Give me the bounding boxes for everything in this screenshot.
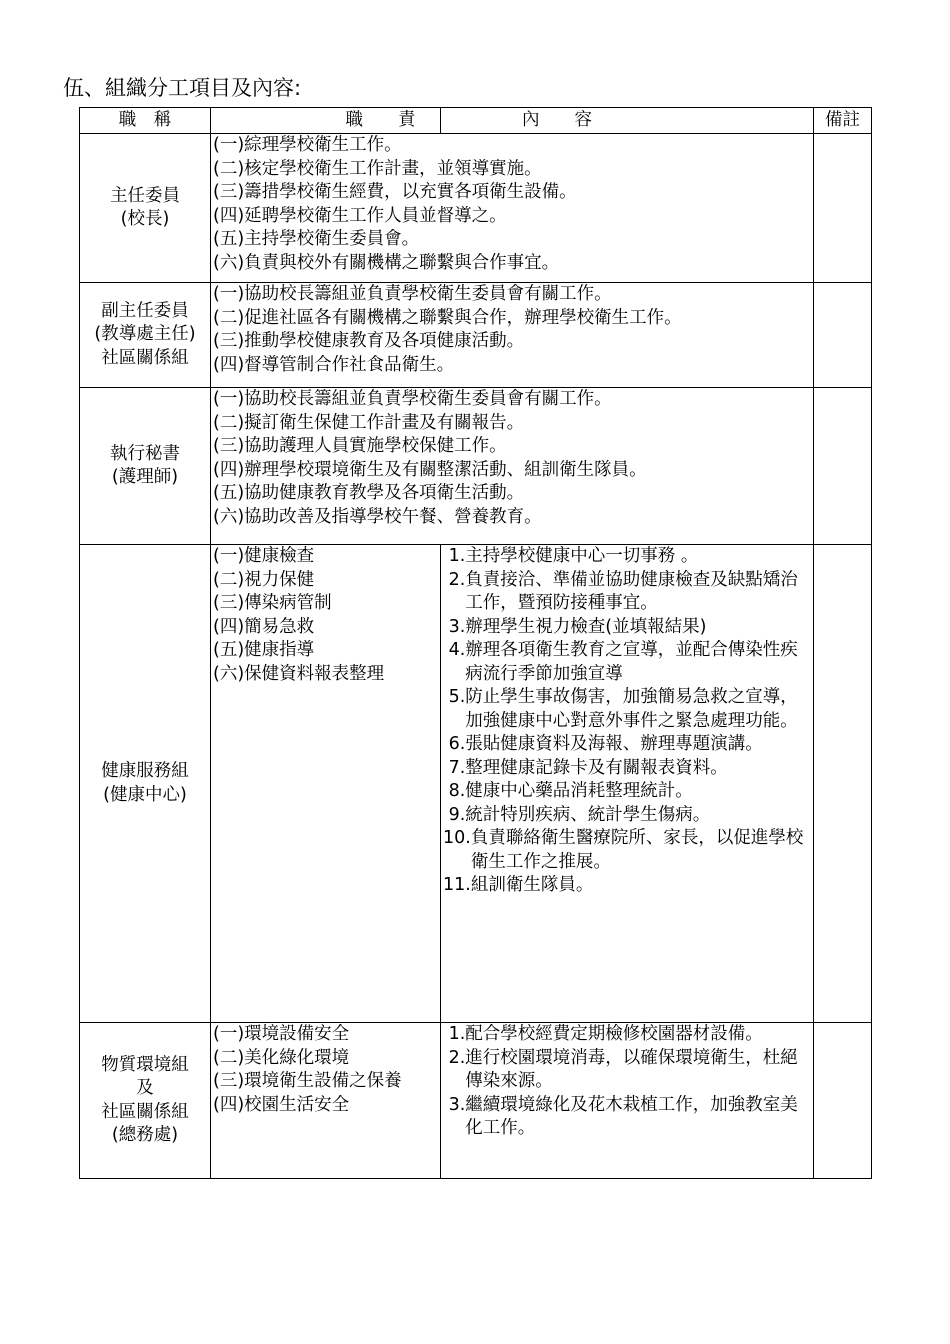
table-row — [80, 1023, 872, 1179]
duty-item: (三)籌措學校衛生經費，以充實各項衛生設備。 — [213, 182, 577, 202]
duty-item: (四)簡易急救 — [213, 616, 315, 637]
duty-cell — [211, 283, 814, 388]
duty-item: (二)核定學校衛生工作計畫，並領導實施。 — [213, 158, 542, 179]
role-cell: 物質環境組 及 社區關係組 (總務處) — [80, 1023, 211, 1179]
column-header-duty: 職 責 — [211, 108, 441, 134]
role-cell: 主任委員 (校長) — [80, 134, 211, 283]
table-header-row — [80, 108, 872, 134]
content-item: 10. 負責聯絡衛生醫療院所、家長，以促進學校衛生工作之推展。 — [443, 828, 804, 872]
role-cell: 健康服務組 (健康中心) — [80, 545, 211, 1023]
duty-item: (三)協助護理人員實施學校保健工作。 — [213, 436, 507, 456]
duty-item: (一)協助校長籌組並負責學校衛生委員會有關工作。 — [213, 284, 612, 304]
content-item: 3. 繼續環境綠化及花木栽植工作，加強教室美化工作。 — [443, 1094, 798, 1138]
content-item: 1. 主持學校健康中心一切事務 。 — [443, 546, 699, 566]
column-header-title: 職 稱 — [80, 108, 211, 134]
content-cell — [441, 545, 814, 1023]
note-cell — [814, 388, 872, 545]
column-header-note: 備註 — [814, 108, 872, 134]
duty-cell — [211, 545, 441, 1023]
section-heading: 伍、組織分工項目及內容: — [63, 76, 302, 100]
content-item: 2. 負責接洽、準備並協助健康檢查及缺點矯治工作，暨預防接種事宜。 — [443, 569, 798, 613]
duty-item: (一)環境設備安全 — [213, 1024, 350, 1044]
content-item: 2. 進行校園環境消毒，以確保環境衛生，杜絕傳染來源。 — [443, 1047, 798, 1091]
note-cell — [814, 283, 872, 388]
duty-item: (二)促進社區各有關機構之聯繫與合作，辦理學校衛生工作。 — [213, 307, 682, 328]
content-item: 9. 統計特別疾病、統計學生傷病。 — [443, 804, 711, 825]
content-item: 1. 配合學校經費定期檢修校園器材設備。 — [443, 1024, 763, 1044]
organization-duties-table — [79, 107, 872, 1179]
duty-item: (三)傳染病管制 — [213, 593, 332, 613]
note-cell — [814, 134, 872, 283]
content-item: 11. 組訓衛生隊員。 — [443, 875, 594, 895]
content-item: 5. 防止學生事故傷害，加強簡易急救之宣導，加強健康中心對意外事件之緊急處理功能。 — [443, 687, 798, 731]
column-header-content: 內 容 — [441, 108, 814, 134]
content-item: 8. 健康中心藥品消耗整理統計。 — [443, 781, 693, 801]
duty-cell — [211, 1023, 441, 1179]
table-row — [80, 545, 872, 1023]
duty-item: (五)健康指導 — [213, 640, 315, 660]
duty-item: (五)主持學校衛生委員會。 — [213, 229, 420, 249]
duty-item: (四)辦理學校環境衛生及有關整潔活動、組訓衛生隊員。 — [213, 459, 647, 480]
content-item: 7. 整理健康記錄卡及有關報表資料。 — [443, 757, 728, 778]
content-item: 4. 辦理各項衛生教育之宣導，並配合傳染性疾病流行季節加強宣導 — [443, 640, 798, 684]
duty-item: (二)美化綠化環境 — [213, 1047, 350, 1068]
duty-item: (四)校園生活安全 — [213, 1094, 350, 1115]
duty-item: (四)督導管制合作社食品衛生。 — [213, 354, 455, 375]
duty-cell — [211, 388, 814, 545]
duty-item: (二)視力保健 — [213, 569, 315, 590]
content-cell — [441, 1023, 814, 1179]
note-cell — [814, 545, 872, 1023]
duty-cell — [211, 134, 814, 283]
duty-item: (六)負責與校外有關機構之聯繫與合作事宜。 — [213, 252, 560, 273]
duty-item: (一)健康檢查 — [213, 546, 315, 566]
note-cell — [814, 1023, 872, 1179]
duty-item: (三)環境衛生設備之保養 — [213, 1071, 402, 1091]
duty-item: (三)推動學校健康教育及各項健康活動。 — [213, 331, 525, 351]
duty-item: (六)保健資料報表整理 — [213, 663, 385, 684]
duty-item: (五)協助健康教育教學及各項衛生活動。 — [213, 483, 525, 503]
duty-item: (二)擬訂衛生保健工作計畫及有關報告。 — [213, 412, 525, 433]
duty-item: (六)協助改善及指導學校午餐、營養教育。 — [213, 506, 542, 527]
role-cell: 副主任委員 (教導處主任) 社區關係組 — [80, 283, 211, 388]
duty-item: (四)延聘學校衛生工作人員並督導之。 — [213, 205, 507, 226]
content-item: 3. 辦理學生視力檢查(並填報結果) — [443, 616, 707, 637]
table-row — [80, 283, 872, 388]
duty-item: (一)綜理學校衛生工作。 — [213, 135, 402, 155]
table-row — [80, 388, 872, 545]
table-row — [80, 134, 872, 283]
content-item: 6. 張貼健康資料及海報、辦理專題演講。 — [443, 734, 763, 754]
role-cell: 執行秘書 (護理師) — [80, 388, 211, 545]
duty-item: (一)協助校長籌組並負責學校衛生委員會有關工作。 — [213, 389, 612, 409]
